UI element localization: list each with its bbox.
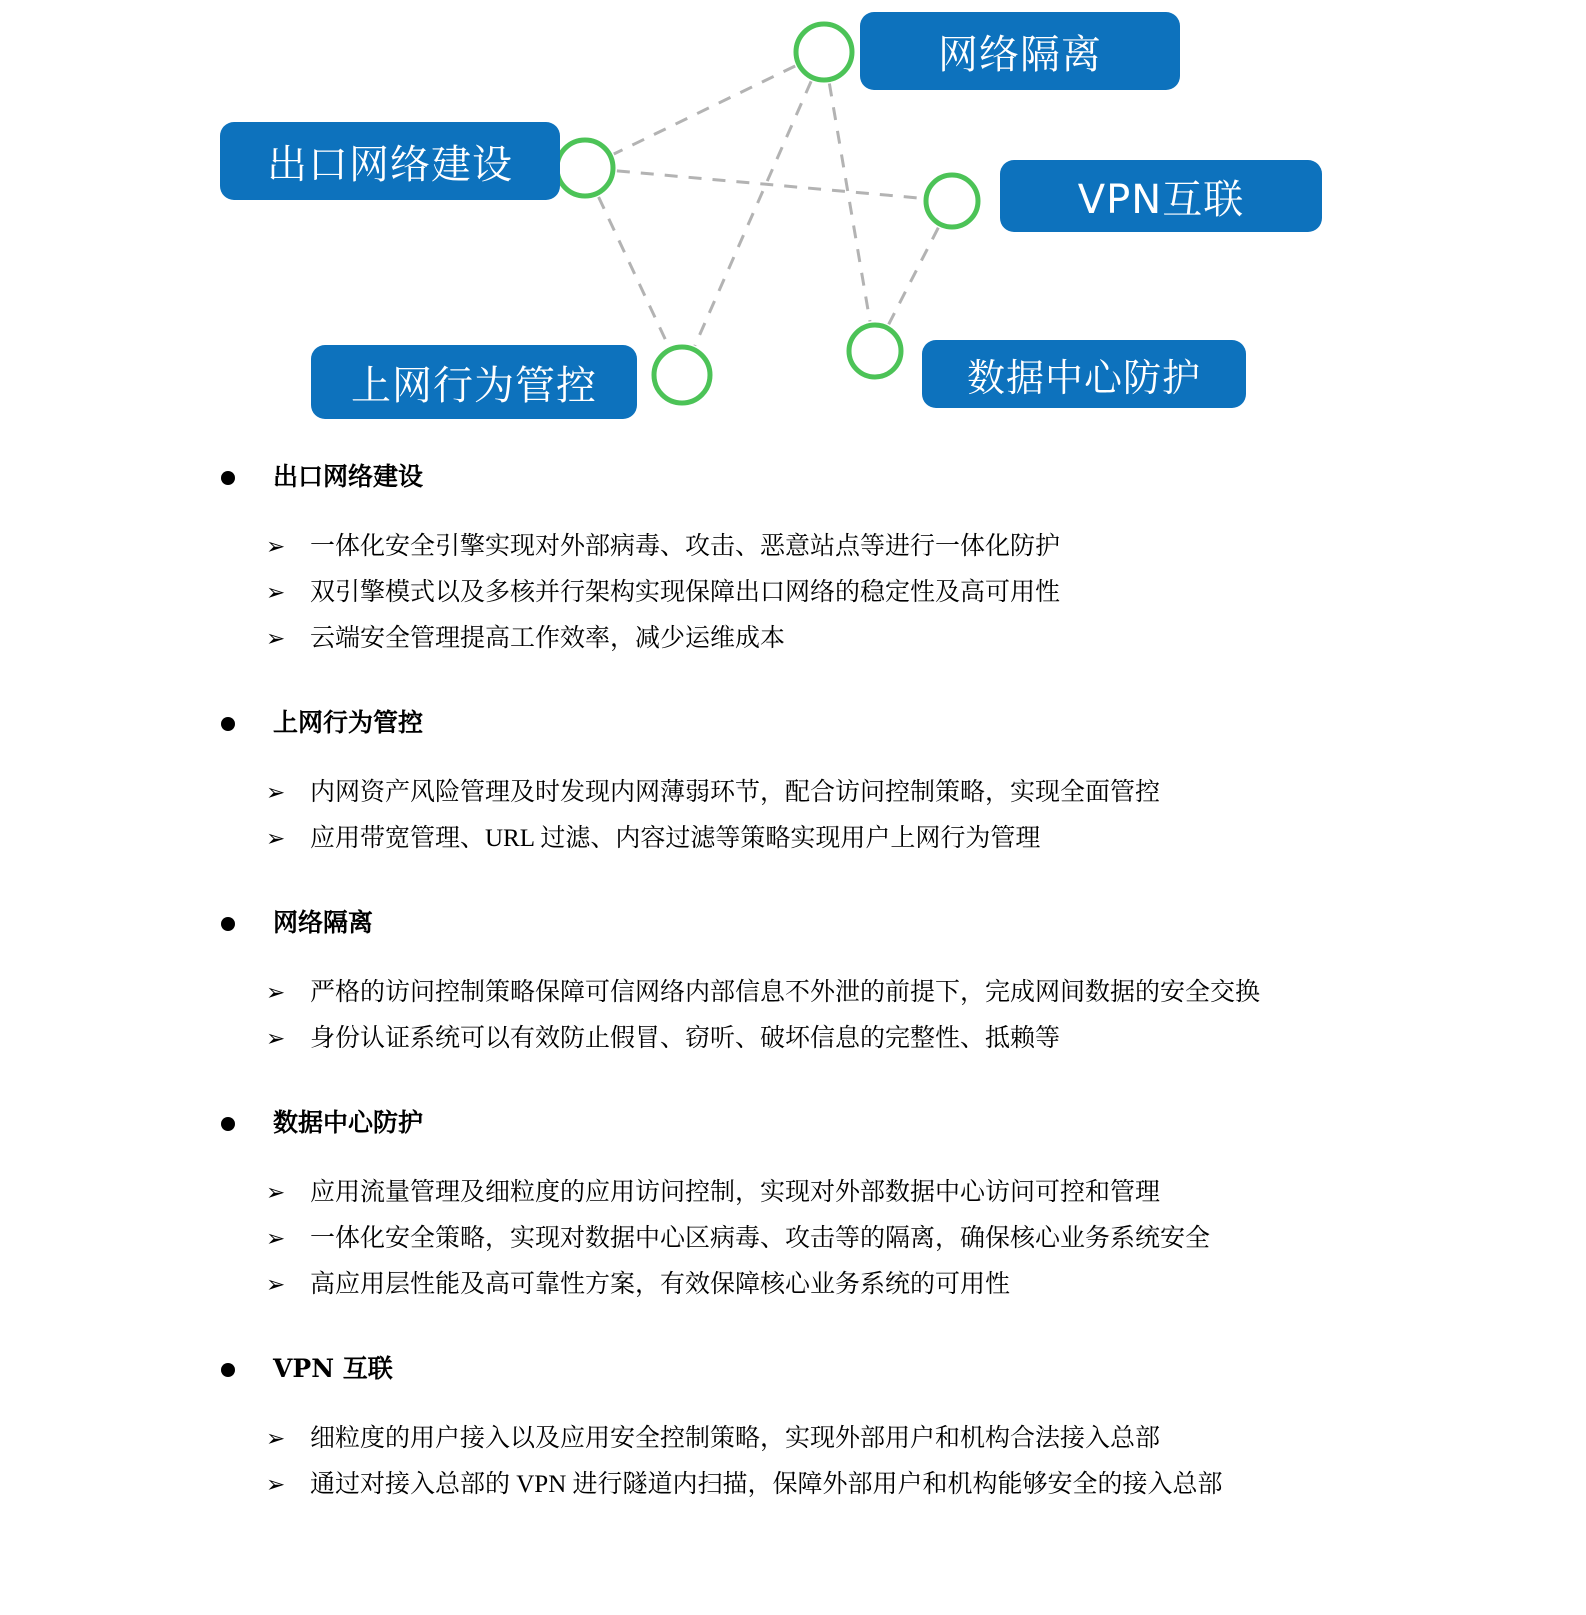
section-items (0, 1416, 1586, 1508)
topology-label-text: 上网行为管控 (351, 362, 597, 409)
list-item (0, 570, 1586, 616)
list-item-text: 通过对接入总部的 VPN 进行隧道内扫描，保障外部用户和机构能够安全的接入总部 (310, 1471, 1223, 1498)
heading-gap (0, 494, 1586, 524)
topology-node-circle-behavior[interactable] (654, 347, 710, 403)
topology-label-text: 出口网络建设 (267, 141, 513, 188)
list-item-text: 内网资产风险管理及时发现内网薄弱环节，配合访问控制策略，实现全面管控 (310, 779, 1161, 806)
topology-link-isolate-behavior (695, 81, 811, 345)
arrow-bullet-icon: ➢ (266, 626, 286, 652)
bullet-dot-icon (221, 1117, 235, 1131)
topology-label-vpn[interactable] (1000, 160, 1322, 232)
section-0 (0, 460, 1586, 706)
section-3 (0, 1106, 1586, 1352)
section-heading (0, 460, 1586, 494)
arrow-bullet-icon: ➢ (266, 580, 286, 606)
detail-list (0, 440, 1586, 1552)
heading-gap (0, 940, 1586, 970)
section-gap (0, 862, 1586, 906)
arrow-bullet-icon: ➢ (266, 1426, 286, 1452)
topology-label-exit[interactable] (220, 122, 560, 200)
list-item (0, 524, 1586, 570)
arrow-bullet-icon: ➢ (266, 1026, 286, 1052)
topology-links-svg (0, 0, 1586, 440)
heading-gap (0, 740, 1586, 770)
list-item-text: 一体化安全引擎实现对外部病毒、攻击、恶意站点等进行一体化防护 (310, 533, 1061, 560)
list-item (0, 1170, 1586, 1216)
section-items (0, 770, 1586, 862)
list-item (0, 1016, 1586, 1062)
section-heading (0, 706, 1586, 740)
topology-label-text: VPN互联 (1077, 176, 1245, 223)
list-item (0, 816, 1586, 862)
section-items (0, 524, 1586, 662)
topology-link-vpn-datacenter (889, 228, 939, 325)
topology-label-datacenter[interactable] (922, 340, 1246, 408)
arrow-bullet-icon: ➢ (266, 534, 286, 560)
section-2 (0, 906, 1586, 1106)
section-heading-text: VPN 互联 (273, 1354, 393, 1383)
section-items (0, 1170, 1586, 1308)
section-4 (0, 1352, 1586, 1552)
list-item (0, 1462, 1586, 1508)
topology-label-isolate[interactable] (860, 12, 1180, 90)
bullet-dot-icon (221, 717, 235, 731)
list-item-text: 云端安全管理提高工作效率，减少运维成本 (310, 625, 786, 652)
section-heading-text: 数据中心防护 (273, 1108, 424, 1137)
arrow-bullet-icon: ➢ (266, 980, 286, 1006)
heading-gap (0, 1386, 1586, 1416)
bullet-dot-icon (221, 1363, 235, 1377)
network-topology-diagram (0, 0, 1586, 440)
bullet-dot-icon (221, 471, 235, 485)
list-item-text: 身份认证系统可以有效防止假冒、窃听、破坏信息的完整性、抵赖等 (310, 1025, 1061, 1052)
section-heading-text: 上网行为管控 (273, 708, 424, 737)
topology-label-text: 数据中心防护 (966, 355, 1201, 400)
list-item (0, 1216, 1586, 1262)
section-items (0, 970, 1586, 1062)
section-heading-text: 出口网络建设 (273, 462, 424, 491)
list-item-text: 应用流量管理及细粒度的应用访问控制，实现对外部数据中心访问可控和管理 (310, 1179, 1161, 1206)
list-item-text: 细粒度的用户接入以及应用安全控制策略，实现外部用户和机构合法接入总部 (310, 1425, 1161, 1452)
arrow-bullet-icon: ➢ (266, 1272, 286, 1298)
topology-node-circle-vpn[interactable] (926, 175, 978, 227)
topology-link-isolate-datacenter (829, 84, 870, 322)
section-heading (0, 1352, 1586, 1386)
list-item (0, 1262, 1586, 1308)
heading-gap (0, 1140, 1586, 1170)
topology-link-isolate-exit (614, 66, 795, 154)
list-item-text: 高应用层性能及高可靠性方案，有效保障核心业务系统的可用性 (310, 1271, 1011, 1298)
topology-node-circle-datacenter[interactable] (849, 325, 901, 377)
list-item (0, 970, 1586, 1016)
list-item-text: 双引擎模式以及多核并行架构实现保障出口网络的稳定性及高可用性 (310, 579, 1061, 606)
arrow-bullet-icon: ➢ (266, 780, 286, 806)
topology-node-circle-exit[interactable] (557, 140, 613, 196)
section-heading (0, 906, 1586, 940)
arrow-bullet-icon: ➢ (266, 1226, 286, 1252)
bullet-dot-icon (221, 917, 235, 931)
topology-node-circle-isolate[interactable] (796, 24, 852, 80)
list-item (0, 1416, 1586, 1462)
topology-label-text: 网络隔离 (938, 31, 1102, 78)
arrow-bullet-icon: ➢ (266, 826, 286, 852)
section-gap (0, 1508, 1586, 1552)
list-item-text: 一体化安全策略，实现对数据中心区病毒、攻击等的隔离，确保核心业务系统安全 (310, 1225, 1211, 1252)
section-1 (0, 706, 1586, 906)
section-heading (0, 1106, 1586, 1140)
section-gap (0, 1308, 1586, 1352)
list-item (0, 770, 1586, 816)
arrow-bullet-icon: ➢ (266, 1472, 286, 1498)
topology-link-exit-behavior (599, 197, 669, 346)
section-gap (0, 662, 1586, 706)
list-item-text: 应用带宽管理、URL 过滤、内容过滤等策略实现用户上网行为管理 (310, 825, 1041, 852)
arrow-bullet-icon: ➢ (266, 1180, 286, 1206)
section-heading-text: 网络隔离 (273, 908, 374, 937)
list-item (0, 616, 1586, 662)
section-gap (0, 1062, 1586, 1106)
list-item-text: 严格的访问控制策略保障可信网络内部信息不外泄的前提下，完成网间数据的安全交换 (310, 979, 1261, 1006)
topology-label-behavior[interactable] (311, 345, 637, 419)
content-top-spacer (0, 440, 1586, 460)
